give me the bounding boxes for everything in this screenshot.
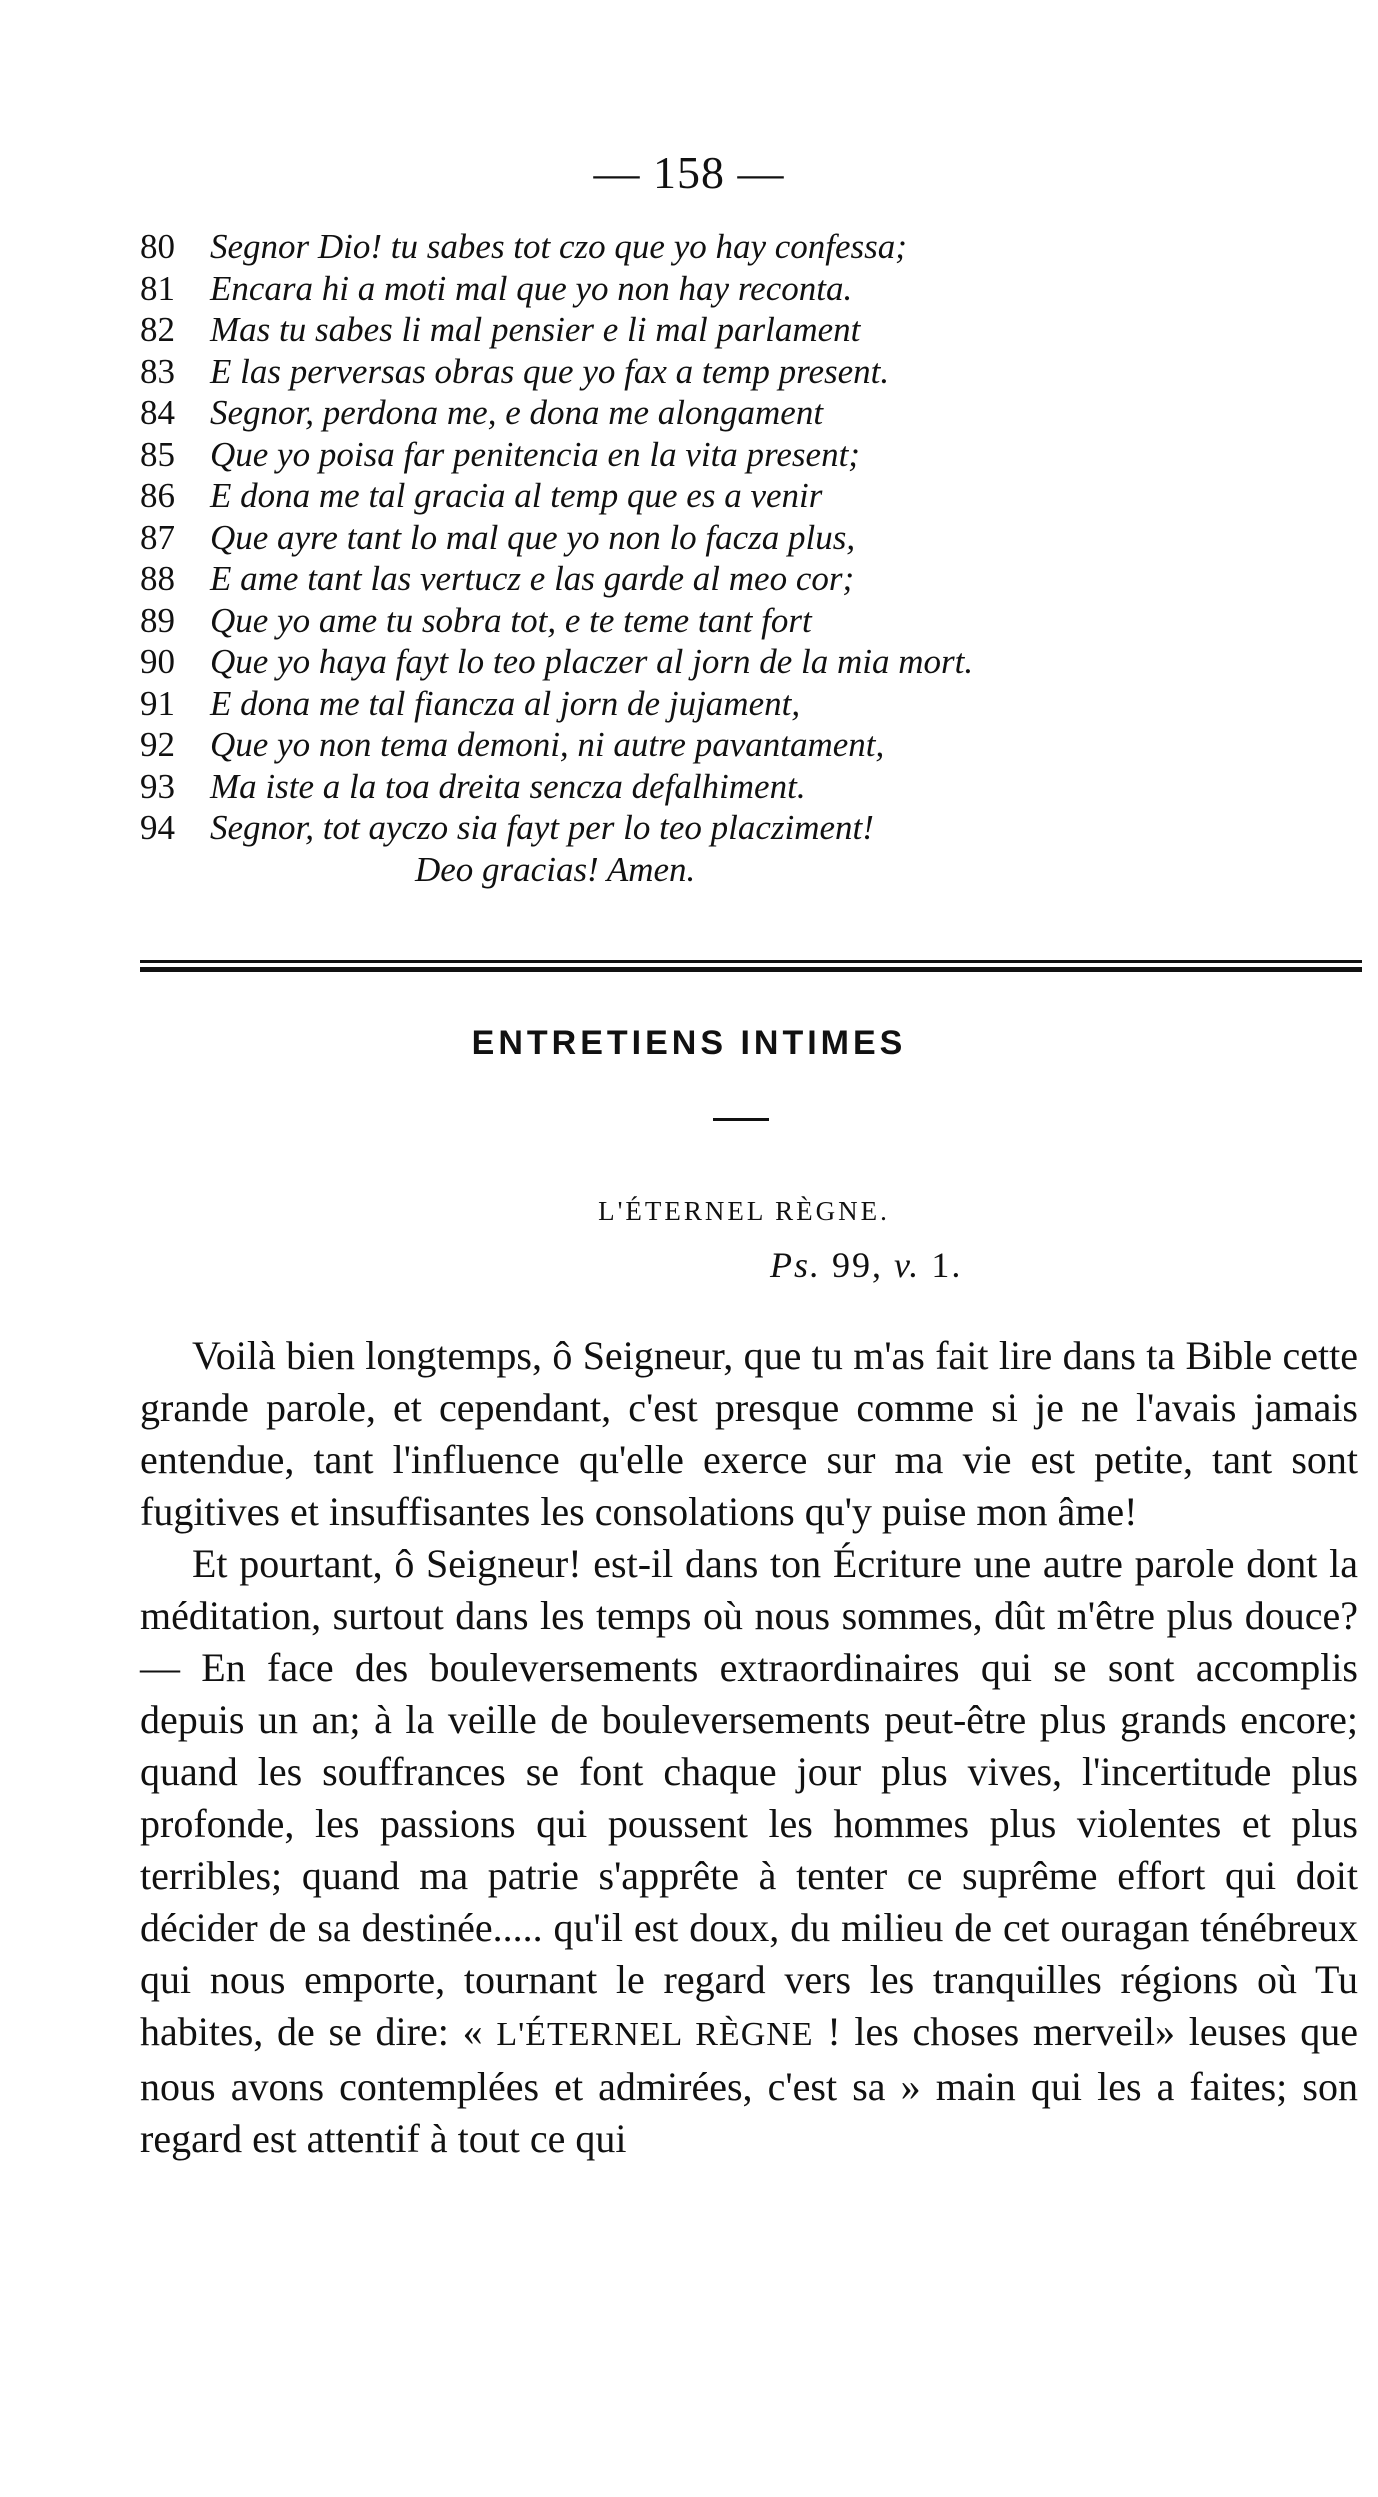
- paragraph: [140, 1538, 1358, 2165]
- quoted-phrase: L'ÉTERNEL RÈGNE: [496, 2016, 814, 2053]
- section-divider: [140, 960, 1362, 976]
- verse-text: Que yo non tema demoni, ni autre pavantament,: [210, 725, 885, 764]
- divider-rule: [140, 967, 1362, 972]
- verse-line: [140, 766, 1260, 808]
- verse-line: [140, 517, 1260, 559]
- reference-book: Ps.: [770, 1245, 821, 1285]
- verse-list: [140, 226, 1260, 890]
- verse-number: 83: [140, 351, 175, 391]
- verse-line: [140, 268, 1260, 310]
- verse-text: E dona me tal fiancza al jorn de jujament,: [210, 683, 801, 723]
- paragraph-text: ! les choses merveil» leuses que nous avons contemplées et admirées, c'est sa » main qui les a faites; son regard est attentif à tout ce qui: [140, 2009, 1359, 2161]
- verse-number: 92: [140, 725, 175, 764]
- heading-rule: [713, 1118, 769, 1121]
- divider-rule: [140, 960, 1362, 963]
- verse-number: 93: [140, 766, 175, 806]
- verse-text: Segnor Dio! tu sabes tot czo que yo hay confessa;: [210, 227, 907, 266]
- verse-text: Que yo poisa far penitencia en la vita present;: [210, 434, 860, 474]
- verse-text: Encara hi a moti mal que yo non hay reconta.: [210, 268, 853, 308]
- verse-line: [140, 226, 1260, 268]
- verse-line: [140, 807, 1260, 849]
- verse-number: 84: [140, 393, 175, 432]
- verse-line: [140, 600, 1260, 642]
- verse-text: Que yo haya fayt lo teo placzer al jorn de la mia mort.: [210, 642, 974, 681]
- paragraph: Voilà bien longtemps, ô Seigneur, que tu m'as fait lire dans ta Bible cette grande parole, et cependant, c'est presque comme si je ne l'avais jamais entendue, tant l'influence qu'elle exerce sur ma vie est petite, tant sont fugitives et insuffisantes les consolations qu'y puise mon âme!: [140, 1333, 1358, 1534]
- verse-number: 81: [140, 268, 175, 308]
- section-subtitle: L'ÉTERNEL RÈGNE.: [598, 1196, 890, 1226]
- verse-text: Mas tu sabes li mal pensier e li mal parlament: [210, 310, 861, 349]
- verse-text: Que ayre tant lo mal que yo non lo facza plus,: [210, 517, 856, 557]
- verse-text: E dona me tal gracia al temp que es a venir: [210, 476, 823, 515]
- verse-line: [140, 558, 1260, 600]
- verse-line: [140, 309, 1260, 351]
- verse-text: E las perversas obras que yo fax a temp present.: [210, 351, 890, 391]
- verse-number: 80: [140, 227, 175, 266]
- verse-number: 88: [140, 559, 175, 598]
- verse-text: Segnor, perdona me, e dona me alongament: [210, 393, 824, 432]
- page-number: — 158 —: [593, 147, 785, 198]
- scripture-reference: [770, 1244, 962, 1286]
- verse-closing: Deo gracias! Amen.: [415, 849, 696, 889]
- verse-number: 85: [140, 434, 175, 474]
- verse-text: E ame tant las vertucz e las garde al meo cor;: [210, 559, 855, 598]
- verse-line: [140, 641, 1260, 683]
- body-text: [140, 1330, 1358, 2165]
- reference-verse-label: v.: [894, 1245, 921, 1285]
- verse-number: 94: [140, 808, 175, 847]
- verse-number: 90: [140, 642, 175, 681]
- verse-text: Segnor, tot ayczo sia fayt per lo teo placziment!: [210, 808, 874, 847]
- verse-number: 89: [140, 600, 175, 640]
- verse-line: [140, 434, 1260, 476]
- verse-number: 91: [140, 683, 175, 723]
- verse-number: 87: [140, 517, 175, 557]
- verse-line: [140, 683, 1260, 725]
- verse-line: [140, 392, 1260, 434]
- verse-number: 82: [140, 310, 175, 349]
- verse-line: [140, 351, 1260, 393]
- reference-chapter: 99,: [832, 1245, 883, 1285]
- verse-line: [140, 475, 1260, 517]
- verse-line: [140, 724, 1260, 766]
- reference-verse: 1.: [931, 1245, 963, 1285]
- verse-text: Que yo ame tu sobra tot, e te teme tant fort: [210, 600, 812, 640]
- verse-text: Ma iste a la toa dreita sencza defalhiment.: [210, 766, 806, 806]
- verse-number: 86: [140, 476, 175, 515]
- section-heading: ENTRETIENS INTIMES: [471, 1024, 907, 1062]
- paragraph-text: Et pourtant, ô Seigneur! est-il dans ton Écriture une autre parole dont la méditation, surtout dans les temps où nous sommes, dût m'être plus douce?— En face des bouleversements extraordinaires qui se sont accomplis depuis un an; à la veille de bouleversements peut-être plus grands encore; quand les souffrances se font chaque jour plus vives, l'incertitude plus profonde, les passions qui poussent les hommes plus violentes et plus terribles; quand ma patrie s'apprête à tenter ce suprême effort qui doit décider de sa destinée..... qu'il est doux, du milieu de cet ouragan ténébreux qui nous emporte, tournant le regard vers les tranquilles régions où Tu habites, de se dire: «: [140, 1541, 1358, 2054]
